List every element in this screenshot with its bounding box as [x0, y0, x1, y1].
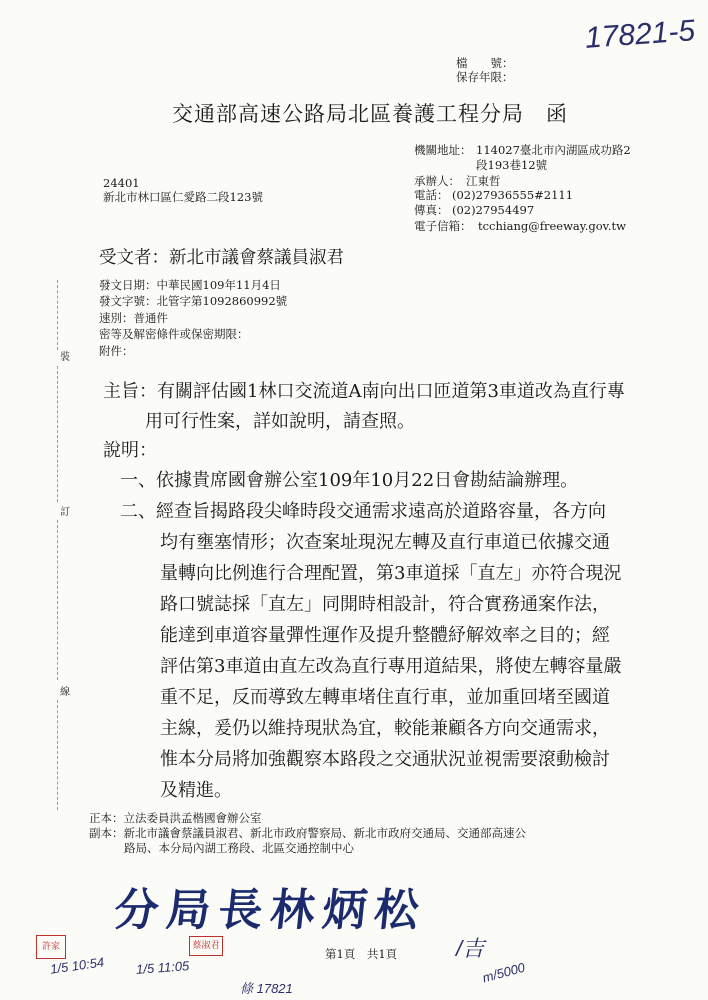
handwritten-ref: 條 17821: [240, 981, 293, 996]
binding-mark-ding: 訂: [60, 507, 70, 518]
retention-label: 保存年限：: [456, 70, 514, 84]
copy-sub-line-2: 路局、本分局內湖工務段、北區交通控制中心: [124, 841, 354, 855]
recipient-postal-code: 24401: [103, 176, 140, 190]
received-stamp-right: 蔡淑君: [189, 936, 223, 956]
issue-number: 發文字號：北管字第1092860992號: [99, 294, 288, 308]
email-label: 電子信箱：: [414, 219, 472, 233]
agency-address-label: 機關地址：: [414, 143, 472, 157]
contact-label: 承辦人：: [414, 174, 460, 188]
handwritten-file-number: 17821-5: [583, 14, 697, 55]
explanation-item-2-line-2: 均有壅塞情形；次查案址現況左轉及直行車道已依據交通: [160, 532, 610, 553]
explanation-item-2-line-9: 惟本分局將加強觀察本路段之交通狀況並視需要滾動檢討: [160, 749, 610, 770]
subject-line-1: 主旨：有關評估國1林口交流道A南向出口匝道第3車道改為直行專: [103, 381, 625, 402]
handwritten-mark: /吉: [456, 936, 485, 961]
email-value: tcchiang@freeway.gov.tw: [478, 219, 626, 233]
urgency: 速別：普通件: [99, 311, 168, 325]
explanation-item-2-line-5: 能達到車道容量彈性運作及提升整體紓解效率之目的；經: [160, 625, 610, 646]
binding-mark-xian: 線: [60, 687, 70, 698]
director-signature: 分局長林炳松: [111, 885, 430, 936]
copy-main: 正本：立法委員洪孟楷國會辦公室: [89, 811, 262, 825]
handwritten-time-2: 1/5 11:05: [135, 958, 190, 977]
contact-name: 江東哲: [466, 174, 501, 188]
explanation-item-2-line-1: 二、經查旨揭路段尖峰時段交通需求遠高於道路容量，各方向: [120, 501, 606, 522]
explanation-item-2-line-3: 量轉向比例進行合理配置，第3車道採「直左」亦符合現況: [160, 563, 622, 584]
document-title: 交通部高速公路局北區養護工程分局 函: [172, 102, 568, 126]
issue-date: 發文日期：中華民國109年11月4日: [99, 278, 281, 292]
explanation-heading: 說明：: [103, 440, 157, 461]
received-stamp-left: 許家: [36, 935, 66, 959]
phone-value: (02)27936555#2111: [452, 188, 574, 202]
fax-label: 傳真：: [414, 203, 449, 217]
explanation-item-2-line-8: 主線，爰仍以維持現狀為宜，較能兼顧各方向交通需求，: [160, 718, 610, 739]
recipient-address: 新北市林口區仁愛路二段123號: [103, 190, 263, 204]
explanation-item-1: 一、依據貴席國會辦公室109年10月22日會勘結論辦理。: [120, 470, 579, 491]
file-no-label: 檔 號：: [456, 56, 514, 70]
page-number: 第1頁 共1頁: [325, 947, 398, 961]
copy-sub-line-1: 副本：新北市議會蔡議員淑君、新北市政府警察局、新北市政府交通局、交通部高速公: [89, 826, 526, 840]
security-level: 密等及解密條件或保密期限：: [99, 327, 249, 341]
explanation-item-2-line-10: 及精進。: [160, 780, 232, 801]
subject-line-2: 用可行性案，詳如說明，請查照。: [145, 411, 415, 432]
phone-label: 電話：: [414, 188, 449, 202]
handwritten-note: m/5000: [480, 959, 527, 986]
explanation-item-2-line-7: 重不足，反而導致左轉車堵住直行車，並加重回堵至國道: [160, 687, 610, 708]
agency-address-line2: 段193巷12號: [476, 158, 548, 172]
recipient: 受文者：新北市議會蔡議員淑君: [99, 248, 344, 268]
agency-address-line1: 114027臺北市內湖區成功路2: [476, 143, 631, 157]
handwritten-time-1: 1/5 10:54: [49, 954, 105, 977]
binding-mark-zhuang: 裝: [60, 352, 70, 363]
explanation-item-2-line-6: 評估第3車道由直左改為直行專用道結果，將使左轉容量嚴: [160, 656, 622, 677]
attachment: 附件：: [99, 344, 134, 358]
fax-value: (02)27954497: [452, 203, 535, 217]
explanation-item-2-line-4: 路口號誌採「直左」同開時相設計，符合實務通案作法，: [160, 594, 610, 615]
